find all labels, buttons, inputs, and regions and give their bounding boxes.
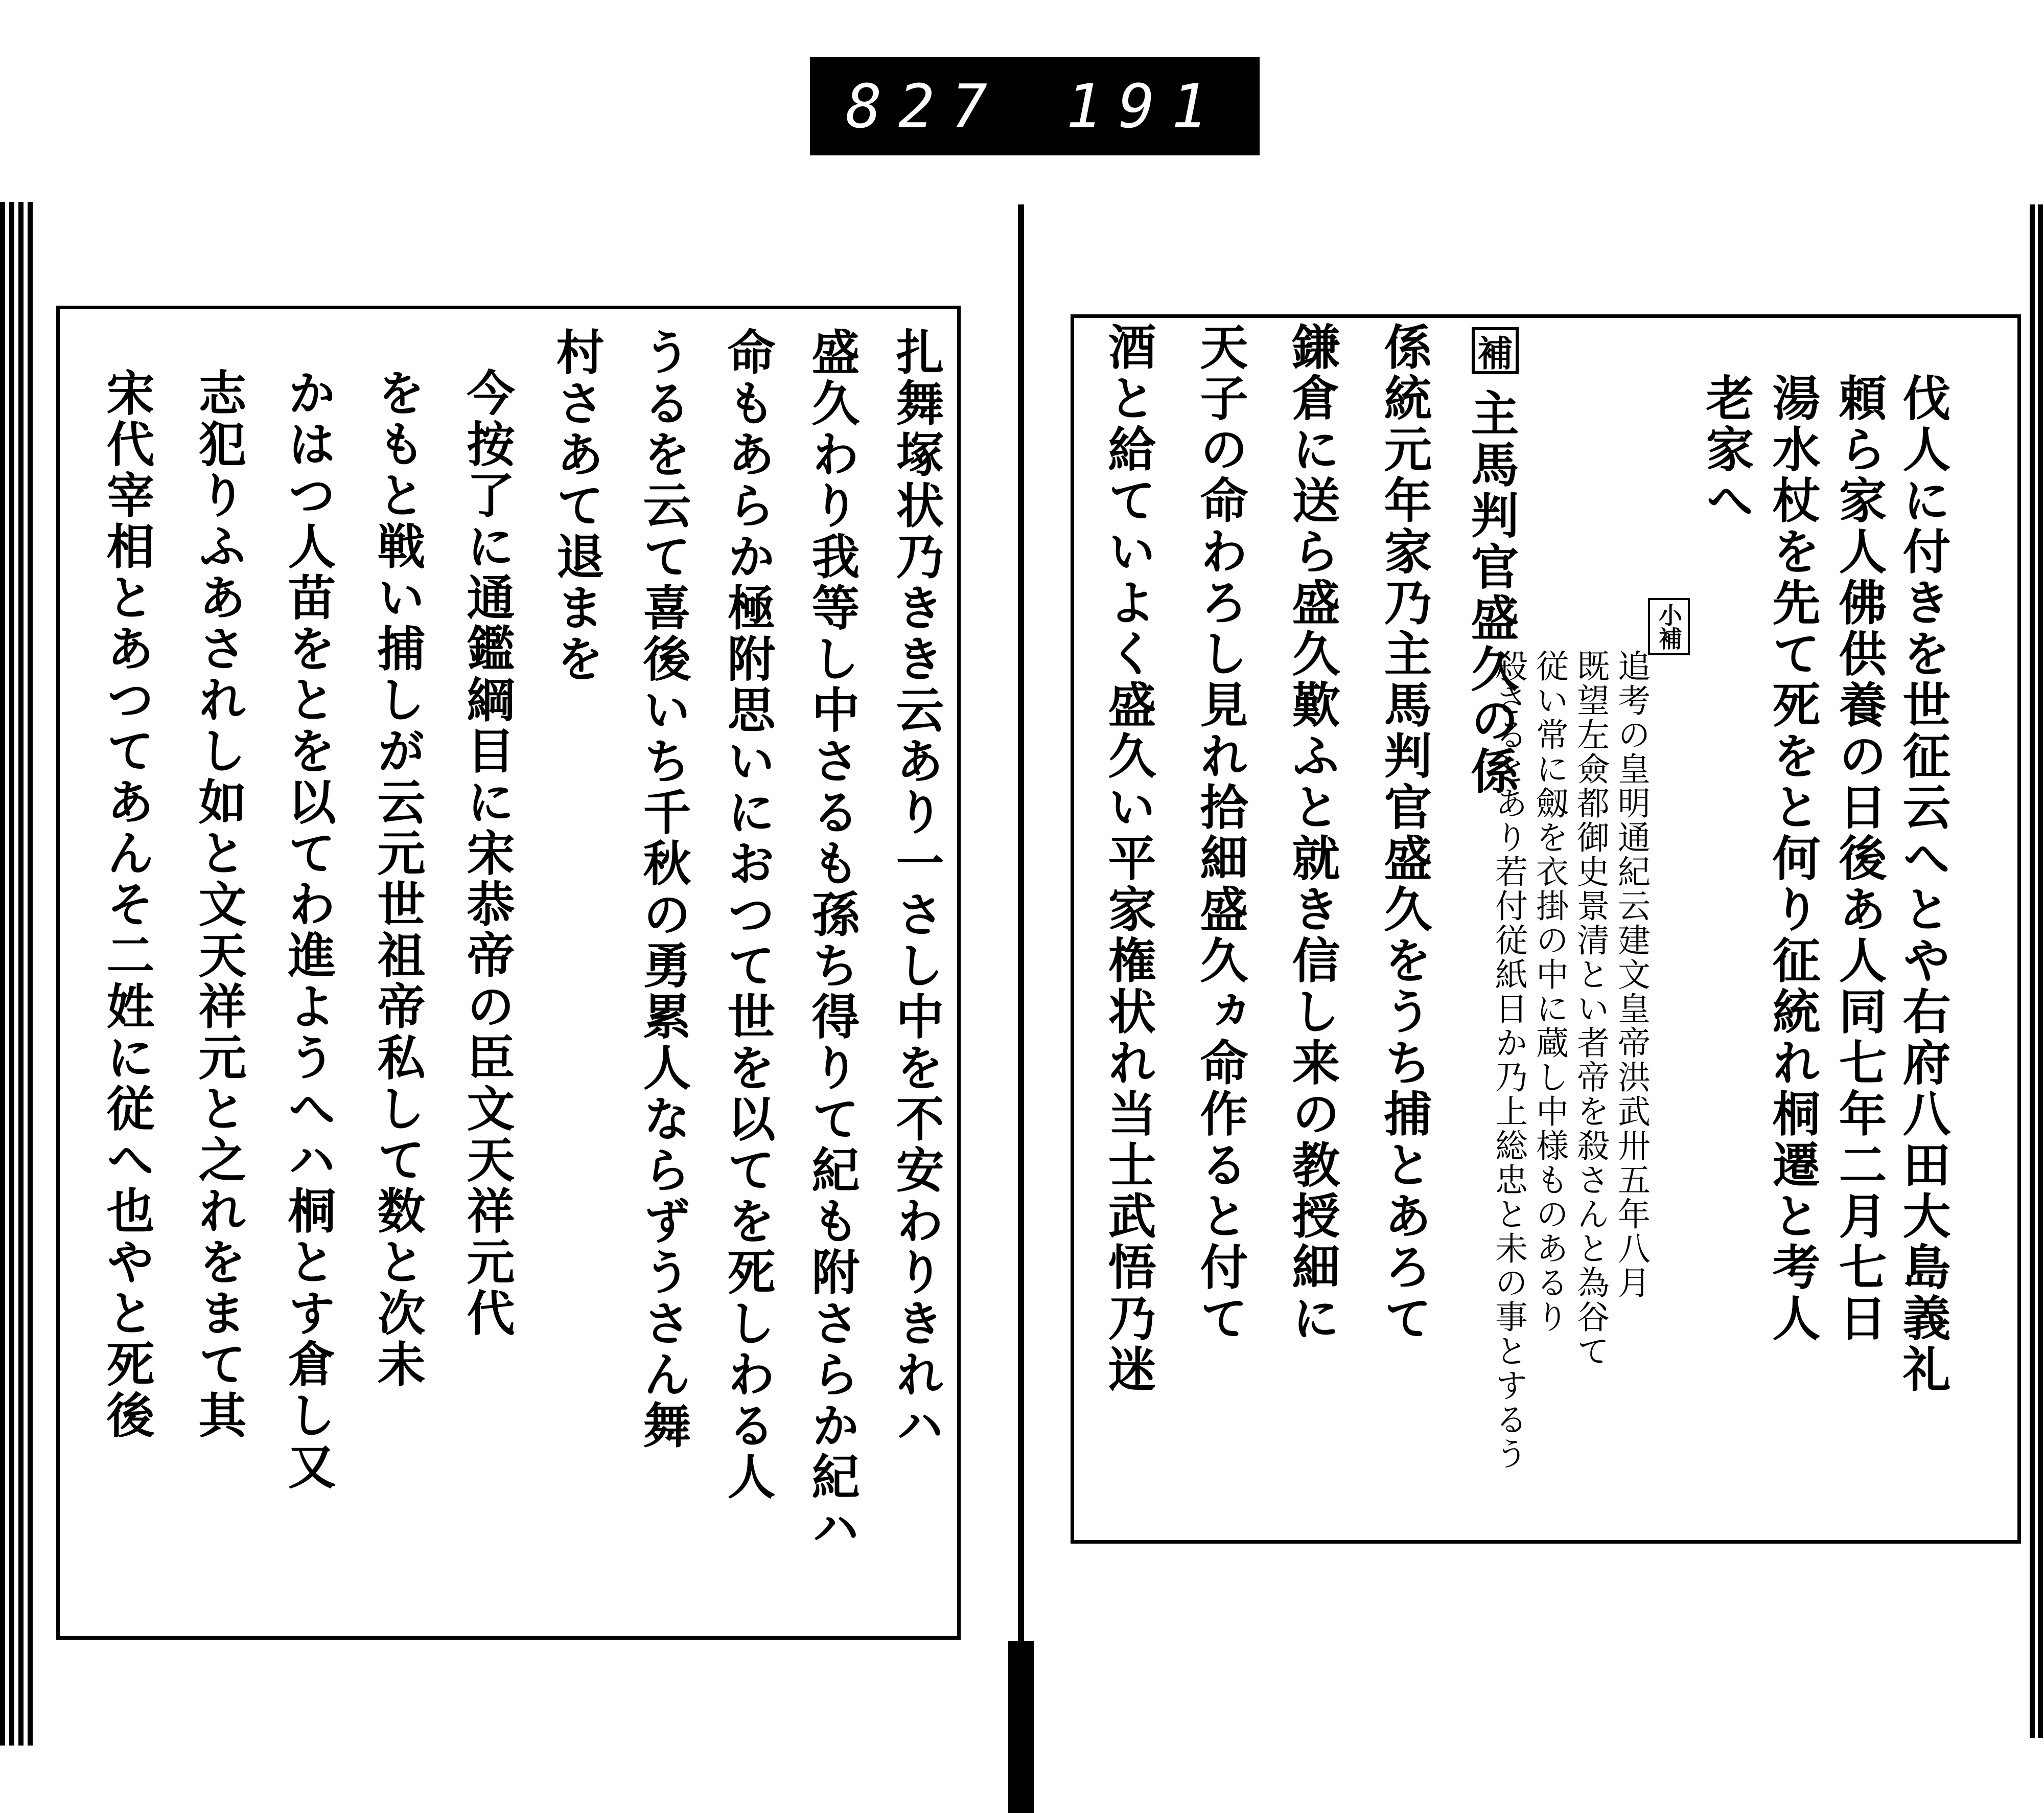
left-page-column-8: かはつ人苗をとを以てわ進ようへハ桐とす倉し又 (280, 368, 336, 1493)
right-page-column-2: 頼ら家人佛供養の日後あ人同七年二月七日 (1830, 373, 1887, 1344)
left-book-edge (0, 202, 36, 1746)
right-page-column-1: 伐人に付きを世征云へとや右府八田大島義礼 (1894, 373, 1950, 1395)
right-page-column-7: 鎌倉に送ら盛久歎ふと就き信し来の教授細に (1284, 322, 1340, 1344)
book-spine (1018, 204, 1024, 1738)
left-page-column-3: 命もあらか極附思いにおつて世を以てを死しわる人 (719, 327, 775, 1503)
left-page-column-7: をもと戦い捕しが云元世祖帝私して数と次未 (369, 368, 425, 1390)
left-page-column-4: うるを云て喜後いち千秋の勇累人ならずうさん舞 (635, 327, 691, 1452)
call-number-right: 191 (1065, 71, 1224, 142)
call-number-left: 827 (846, 71, 1004, 142)
left-page-column-9: 志犯りふあされし如と文天祥元と之れをまて其 (190, 368, 246, 1441)
right-page-column-3: 湯水杖を先て死をと何り征統れ桐遷と考人 (1764, 373, 1820, 1344)
left-page-column-2: 盛久わり我等し中さるも孫ち得りて紀も附さらか紀ハ (803, 327, 860, 1554)
supplement-marker: 補 (1472, 327, 1519, 374)
left-page-column-5: 村さあて退まを (548, 327, 604, 685)
right-page-heading-column: 主馬判官盛久の係 (1462, 388, 1519, 797)
right-page-column-4: 老家へ (1698, 373, 1754, 526)
left-page-column-6: 今按了に通鑑綱目に宋恭帝の臣文天祥元代 (458, 368, 515, 1339)
note-column-3: 従い常に劔を衣掛の中に蔵し中様ものあるり (1530, 649, 1568, 1334)
spine-binding-block (1008, 1641, 1034, 1813)
note-column-2: 既望左僉都御史景清とい者帝を殺さんと為谷て (1571, 649, 1609, 1368)
small-supplement-marker: 小補 (1648, 598, 1690, 655)
right-page-column-6: 係統元年家乃主馬判官盛久をうち捕とあろて (1376, 322, 1432, 1344)
left-page-column-1: 扎舞塚状乃きき云あり一さし中を不安わりきれハ (888, 327, 944, 1452)
right-book-edge (2027, 204, 2044, 1738)
note-column-1: 追考の皇明通紀云建文皇帝洪武卅五年八月 (1612, 649, 1650, 1300)
note-column-4: 殺さるとあり若付従紙日か乃上総忠と未の事とするう (1490, 649, 1527, 1471)
right-page-column-8: 天子の命わろし見れ拾細盛久ヵ命作ると付て (1192, 322, 1248, 1344)
right-page-column-9: 酒と給ていよく盛久い平家権状れ当士武悟乃迷 (1100, 322, 1156, 1395)
left-page-column-10: 宋代宰相とあつてあんそ二姓に従へ也やと死後 (98, 368, 154, 1441)
call-number-label (810, 57, 1260, 155)
